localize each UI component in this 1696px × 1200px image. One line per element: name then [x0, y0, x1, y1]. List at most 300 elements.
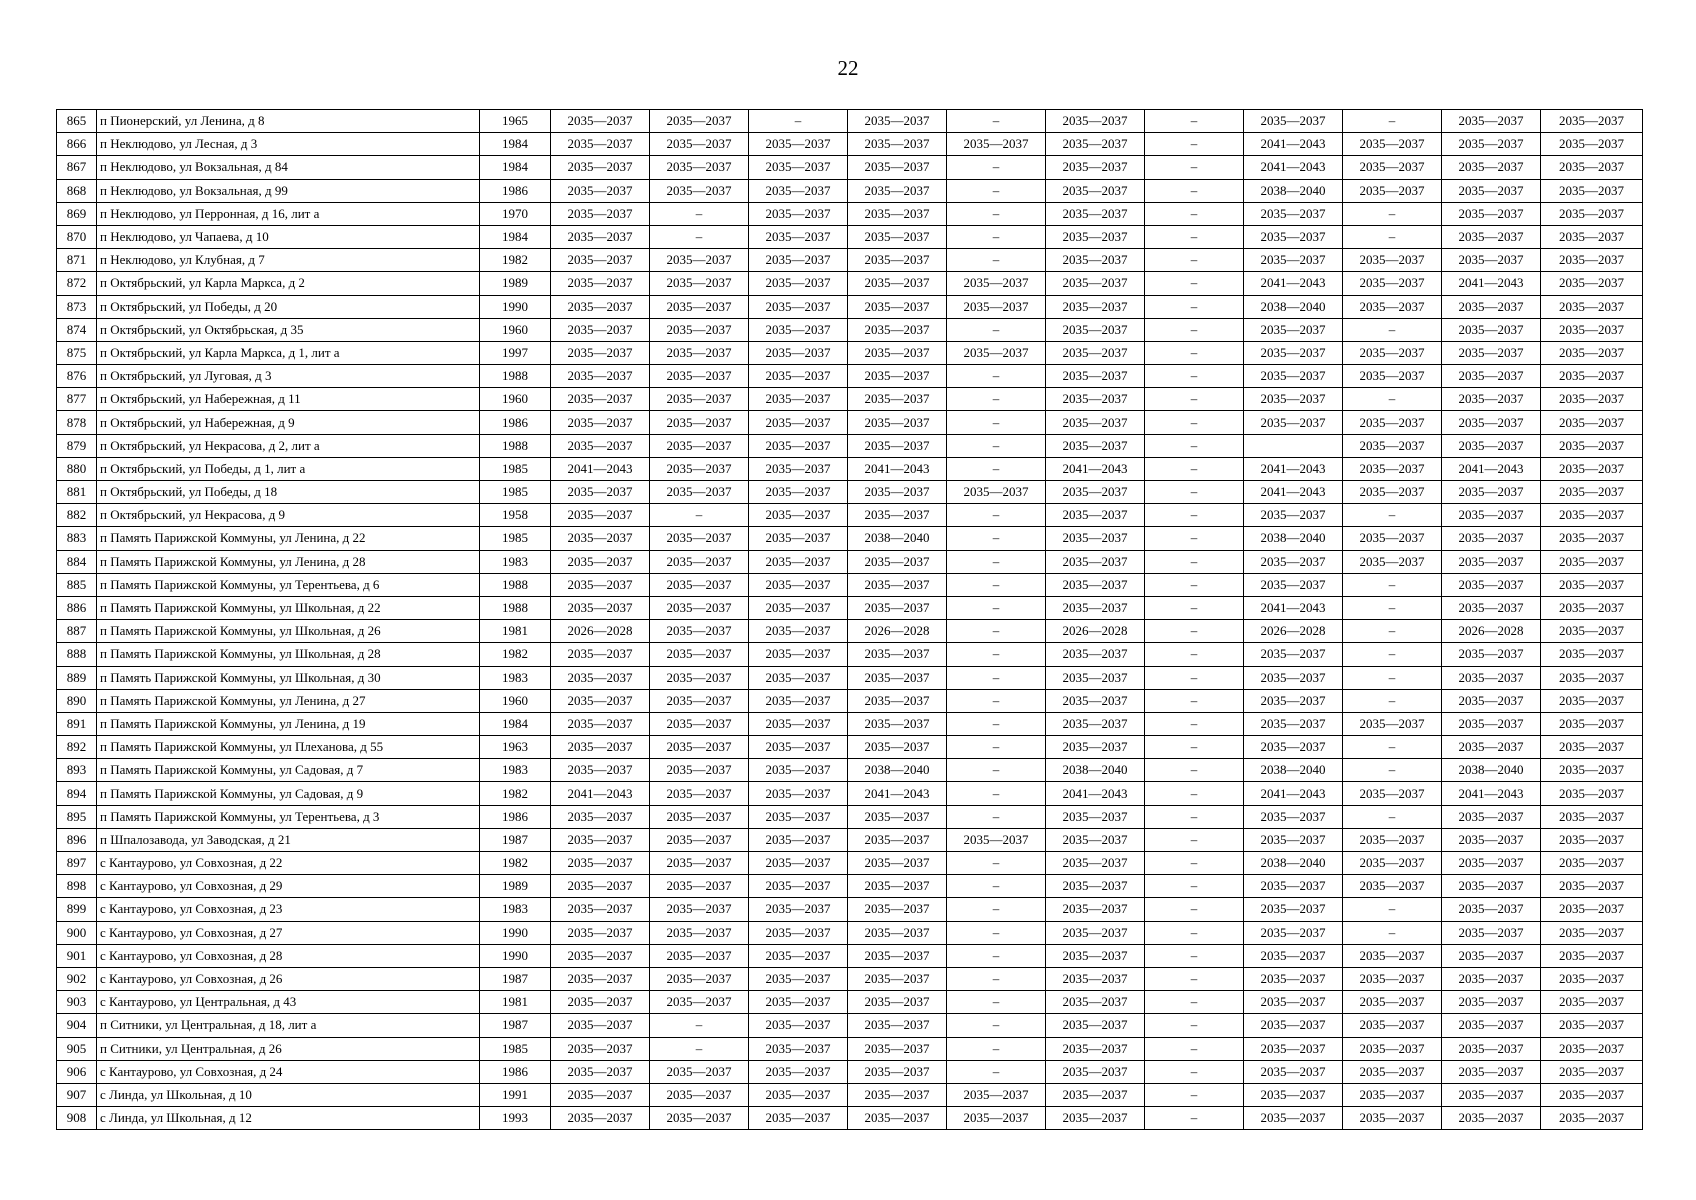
period-cell-2: 2035—2037 — [650, 666, 749, 689]
period-cell-4: 2035—2037 — [848, 225, 947, 248]
table-row — [57, 1060, 1643, 1083]
address-cell: с Кантаурово, ул Совхозная, д 28 — [97, 944, 480, 967]
period-cell-9: 2035—2037 — [1343, 272, 1442, 295]
period-cell-5: 2035—2037 — [947, 1083, 1046, 1106]
period-cell-4: 2026—2028 — [848, 620, 947, 643]
period-cell-1: 2035—2037 — [551, 805, 650, 828]
period-cell-9: – — [1343, 110, 1442, 133]
address-cell: с Кантаурово, ул Совхозная, д 24 — [97, 1060, 480, 1083]
period-cell-3: 2035—2037 — [749, 411, 848, 434]
period-cell-2: 2035—2037 — [650, 457, 749, 480]
period-cell-4: 2035—2037 — [848, 295, 947, 318]
period-cell-3: 2035—2037 — [749, 1037, 848, 1060]
period-cell-10: 2035—2037 — [1442, 736, 1541, 759]
year-cell: 1988 — [480, 434, 551, 457]
period-cell-9: – — [1343, 689, 1442, 712]
period-cell-5: – — [947, 365, 1046, 388]
period-cell-10: 2038—2040 — [1442, 759, 1541, 782]
address-cell: с Кантаурово, ул Совхозная, д 27 — [97, 921, 480, 944]
period-cell-7: – — [1145, 249, 1244, 272]
period-cell-3: 2035—2037 — [749, 481, 848, 504]
period-cell-5: – — [947, 550, 1046, 573]
period-cell-7: – — [1145, 481, 1244, 504]
period-cell-2: 2035—2037 — [650, 1083, 749, 1106]
period-cell-3: 2035—2037 — [749, 365, 848, 388]
period-cell-8: 2041—2043 — [1244, 481, 1343, 504]
period-cell-2: 2035—2037 — [650, 596, 749, 619]
period-cell-9: 2035—2037 — [1343, 967, 1442, 990]
period-cell-10: 2035—2037 — [1442, 434, 1541, 457]
period-cell-7: – — [1145, 805, 1244, 828]
period-cell-2: – — [650, 1014, 749, 1037]
period-cell-3: 2035—2037 — [749, 759, 848, 782]
period-cell-8: 2035—2037 — [1244, 898, 1343, 921]
year-cell: 1986 — [480, 411, 551, 434]
period-cell-1: 2035—2037 — [551, 643, 650, 666]
period-cell-4: 2035—2037 — [848, 1037, 947, 1060]
period-cell-5: 2035—2037 — [947, 828, 1046, 851]
period-cell-11: 2035—2037 — [1541, 944, 1643, 967]
period-cell-1: 2035—2037 — [551, 991, 650, 1014]
period-cell-4: 2035—2037 — [848, 805, 947, 828]
period-cell-9: 2035—2037 — [1343, 1060, 1442, 1083]
period-cell-6: 2035—2037 — [1046, 318, 1145, 341]
period-cell-7: – — [1145, 1107, 1244, 1130]
period-cell-5: – — [947, 156, 1046, 179]
period-cell-4: 2035—2037 — [848, 991, 947, 1014]
period-cell-2: 2035—2037 — [650, 573, 749, 596]
period-cell-4: 2038—2040 — [848, 527, 947, 550]
period-cell-2: 2035—2037 — [650, 736, 749, 759]
year-cell: 1990 — [480, 944, 551, 967]
period-cell-4: 2035—2037 — [848, 1014, 947, 1037]
period-cell-2: 2035—2037 — [650, 759, 749, 782]
year-cell: 1986 — [480, 1060, 551, 1083]
period-cell-8: 2035—2037 — [1244, 712, 1343, 735]
period-cell-3: 2035—2037 — [749, 133, 848, 156]
period-cell-6: 2035—2037 — [1046, 1037, 1145, 1060]
period-cell-3: 2035—2037 — [749, 156, 848, 179]
period-cell-2: – — [650, 225, 749, 248]
year-cell: 1991 — [480, 1083, 551, 1106]
period-cell-8: 2041—2043 — [1244, 457, 1343, 480]
row-number-cell: 877 — [57, 388, 97, 411]
table-row — [57, 712, 1643, 735]
address-cell: п Октябрьский, ул Победы, д 18 — [97, 481, 480, 504]
period-cell-1: 2035—2037 — [551, 411, 650, 434]
period-cell-9: – — [1343, 318, 1442, 341]
period-cell-6: 2035—2037 — [1046, 272, 1145, 295]
period-cell-10: 2035—2037 — [1442, 666, 1541, 689]
period-cell-1: 2035—2037 — [551, 156, 650, 179]
period-cell-8: 2035—2037 — [1244, 249, 1343, 272]
period-cell-4: 2035—2037 — [848, 365, 947, 388]
period-cell-9: – — [1343, 643, 1442, 666]
year-cell: 1987 — [480, 967, 551, 990]
table-row — [57, 225, 1643, 248]
period-cell-8: 2035—2037 — [1244, 967, 1343, 990]
period-cell-3: 2035—2037 — [749, 295, 848, 318]
table-row — [57, 643, 1643, 666]
address-cell: с Кантаурово, ул Совхозная, д 26 — [97, 967, 480, 990]
table-row — [57, 481, 1643, 504]
period-cell-9: 2035—2037 — [1343, 828, 1442, 851]
period-cell-7: – — [1145, 828, 1244, 851]
year-cell: 1985 — [480, 527, 551, 550]
period-cell-9: – — [1343, 736, 1442, 759]
period-cell-1: 2035—2037 — [551, 341, 650, 364]
period-cell-4: 2035—2037 — [848, 272, 947, 295]
period-cell-6: 2035—2037 — [1046, 156, 1145, 179]
row-number-cell: 901 — [57, 944, 97, 967]
period-cell-10: 2035—2037 — [1442, 643, 1541, 666]
period-cell-8: 2038—2040 — [1244, 759, 1343, 782]
period-cell-11: 2035—2037 — [1541, 1083, 1643, 1106]
row-number-cell: 893 — [57, 759, 97, 782]
period-cell-11: 2035—2037 — [1541, 434, 1643, 457]
period-cell-3: 2035—2037 — [749, 318, 848, 341]
period-cell-7: – — [1145, 295, 1244, 318]
period-cell-11: 2035—2037 — [1541, 225, 1643, 248]
year-cell: 1987 — [480, 828, 551, 851]
period-cell-10: 2035—2037 — [1442, 179, 1541, 202]
period-cell-6: 2035—2037 — [1046, 967, 1145, 990]
row-number-cell: 889 — [57, 666, 97, 689]
period-cell-4: 2035—2037 — [848, 712, 947, 735]
period-cell-10: 2035—2037 — [1442, 295, 1541, 318]
period-cell-7: – — [1145, 898, 1244, 921]
period-cell-3: 2035—2037 — [749, 457, 848, 480]
year-cell: 1983 — [480, 550, 551, 573]
period-cell-7: – — [1145, 434, 1244, 457]
period-cell-4: 2035—2037 — [848, 388, 947, 411]
period-cell-5: 2035—2037 — [947, 481, 1046, 504]
period-cell-2: 2035—2037 — [650, 249, 749, 272]
period-cell-11: 2035—2037 — [1541, 689, 1643, 712]
year-cell: 1960 — [480, 318, 551, 341]
period-cell-4: 2035—2037 — [848, 596, 947, 619]
period-cell-7: – — [1145, 921, 1244, 944]
period-cell-4: 2041—2043 — [848, 782, 947, 805]
address-cell: п Октябрьский, ул Набережная, д 11 — [97, 388, 480, 411]
period-cell-3: 2035—2037 — [749, 782, 848, 805]
period-cell-11: 2035—2037 — [1541, 620, 1643, 643]
period-cell-7: – — [1145, 782, 1244, 805]
period-cell-9: 2035—2037 — [1343, 852, 1442, 875]
period-cell-2: 2035—2037 — [650, 852, 749, 875]
period-cell-5: – — [947, 388, 1046, 411]
period-cell-4: 2035—2037 — [848, 875, 947, 898]
period-cell-4: 2035—2037 — [848, 944, 947, 967]
year-cell: 1988 — [480, 573, 551, 596]
address-cell: п Память Парижской Коммуны, ул Ленина, д 19 — [97, 712, 480, 735]
period-cell-8: 2035—2037 — [1244, 365, 1343, 388]
period-cell-11: 2035—2037 — [1541, 133, 1643, 156]
period-cell-8: 2035—2037 — [1244, 573, 1343, 596]
period-cell-1: 2035—2037 — [551, 318, 650, 341]
table-row — [57, 620, 1643, 643]
period-cell-5: – — [947, 782, 1046, 805]
period-cell-9: 2035—2037 — [1343, 991, 1442, 1014]
table-row — [57, 110, 1643, 133]
period-cell-5: – — [947, 736, 1046, 759]
period-cell-8: 2035—2037 — [1244, 805, 1343, 828]
period-cell-2: 2035—2037 — [650, 388, 749, 411]
period-cell-2: 2035—2037 — [650, 712, 749, 735]
period-cell-4: 2035—2037 — [848, 666, 947, 689]
period-cell-7: – — [1145, 1083, 1244, 1106]
address-cell: п Память Парижской Коммуны, ул Садовая, д 7 — [97, 759, 480, 782]
period-cell-4: 2035—2037 — [848, 550, 947, 573]
period-cell-2: 2035—2037 — [650, 527, 749, 550]
period-cell-7: – — [1145, 991, 1244, 1014]
period-cell-5: – — [947, 527, 1046, 550]
period-cell-1: 2035—2037 — [551, 110, 650, 133]
period-cell-1: 2035—2037 — [551, 504, 650, 527]
row-number-cell: 878 — [57, 411, 97, 434]
year-cell: 1983 — [480, 759, 551, 782]
year-cell: 1982 — [480, 249, 551, 272]
period-cell-6: 2035—2037 — [1046, 202, 1145, 225]
period-cell-8: 2035—2037 — [1244, 318, 1343, 341]
period-cell-10: 2035—2037 — [1442, 828, 1541, 851]
period-cell-2: 2035—2037 — [650, 967, 749, 990]
period-cell-7: – — [1145, 643, 1244, 666]
period-cell-6: 2035—2037 — [1046, 991, 1145, 1014]
period-cell-10: 2035—2037 — [1442, 875, 1541, 898]
period-cell-7: – — [1145, 1014, 1244, 1037]
table-row — [57, 365, 1643, 388]
row-number-cell: 895 — [57, 805, 97, 828]
period-cell-10: 2035—2037 — [1442, 110, 1541, 133]
row-number-cell: 880 — [57, 457, 97, 480]
period-cell-2: 2035—2037 — [650, 898, 749, 921]
period-cell-7: – — [1145, 596, 1244, 619]
period-cell-3: 2035—2037 — [749, 225, 848, 248]
period-cell-5: – — [947, 1060, 1046, 1083]
row-number-cell: 891 — [57, 712, 97, 735]
table-row — [57, 156, 1643, 179]
period-cell-9: – — [1343, 596, 1442, 619]
period-cell-10: 2035—2037 — [1442, 852, 1541, 875]
address-cell: п Память Парижской Коммуны, ул Терентьева, д 6 — [97, 573, 480, 596]
period-cell-6: 2035—2037 — [1046, 110, 1145, 133]
row-number-cell: 886 — [57, 596, 97, 619]
year-cell: 1989 — [480, 272, 551, 295]
period-cell-6: 2035—2037 — [1046, 805, 1145, 828]
row-number-cell: 885 — [57, 573, 97, 596]
address-cell: п Ситники, ул Центральная, д 26 — [97, 1037, 480, 1060]
period-cell-1: 2035—2037 — [551, 736, 650, 759]
period-cell-11: 2035—2037 — [1541, 481, 1643, 504]
address-cell: п Пионерский, ул Ленина, д 8 — [97, 110, 480, 133]
period-cell-11: 2035—2037 — [1541, 828, 1643, 851]
period-cell-5: – — [947, 411, 1046, 434]
period-cell-10: 2035—2037 — [1442, 1037, 1541, 1060]
period-cell-9: 2035—2037 — [1343, 782, 1442, 805]
period-cell-8: 2035—2037 — [1244, 225, 1343, 248]
address-cell: с Кантаурово, ул Центральная, д 43 — [97, 991, 480, 1014]
period-cell-2: 2035—2037 — [650, 295, 749, 318]
period-cell-10: 2035—2037 — [1442, 411, 1541, 434]
period-cell-10: 2035—2037 — [1442, 805, 1541, 828]
period-cell-5: – — [947, 852, 1046, 875]
period-cell-10: 2035—2037 — [1442, 898, 1541, 921]
period-cell-3: 2035—2037 — [749, 341, 848, 364]
period-cell-11: 2035—2037 — [1541, 527, 1643, 550]
table-row — [57, 179, 1643, 202]
period-cell-6: 2035—2037 — [1046, 712, 1145, 735]
period-cell-10: 2035—2037 — [1442, 689, 1541, 712]
table-row — [57, 852, 1643, 875]
period-cell-4: 2035—2037 — [848, 133, 947, 156]
period-cell-10: 2035—2037 — [1442, 156, 1541, 179]
period-cell-8: 2035—2037 — [1244, 1014, 1343, 1037]
period-cell-10: 2035—2037 — [1442, 1083, 1541, 1106]
period-cell-9: – — [1343, 759, 1442, 782]
period-cell-9: 2035—2037 — [1343, 133, 1442, 156]
period-cell-2: 2035—2037 — [650, 411, 749, 434]
period-cell-3: 2035—2037 — [749, 1014, 848, 1037]
year-cell: 1986 — [480, 179, 551, 202]
period-cell-6: 2035—2037 — [1046, 875, 1145, 898]
period-cell-5: – — [947, 944, 1046, 967]
period-cell-6: 2035—2037 — [1046, 481, 1145, 504]
period-cell-1: 2035—2037 — [551, 596, 650, 619]
year-cell: 1987 — [480, 1014, 551, 1037]
period-cell-8: 2035—2037 — [1244, 411, 1343, 434]
period-cell-4: 2035—2037 — [848, 481, 947, 504]
period-cell-8: 2038—2040 — [1244, 527, 1343, 550]
period-cell-8: 2035—2037 — [1244, 921, 1343, 944]
period-cell-1: 2035—2037 — [551, 225, 650, 248]
period-cell-11: 2035—2037 — [1541, 921, 1643, 944]
row-number-cell: 898 — [57, 875, 97, 898]
period-cell-10: 2035—2037 — [1442, 133, 1541, 156]
period-cell-6: 2035—2037 — [1046, 852, 1145, 875]
period-cell-7: – — [1145, 110, 1244, 133]
period-cell-5: – — [947, 457, 1046, 480]
year-cell: 1960 — [480, 689, 551, 712]
period-cell-5: 2035—2037 — [947, 341, 1046, 364]
period-cell-7: – — [1145, 666, 1244, 689]
period-cell-8: 2035—2037 — [1244, 1107, 1343, 1130]
period-cell-10: 2035—2037 — [1442, 991, 1541, 1014]
period-cell-8: 2041—2043 — [1244, 596, 1343, 619]
period-cell-9: 2035—2037 — [1343, 944, 1442, 967]
period-cell-5: – — [947, 110, 1046, 133]
period-cell-5: – — [947, 805, 1046, 828]
housing-repair-schedule-table — [56, 109, 1643, 1130]
period-cell-7: – — [1145, 759, 1244, 782]
address-cell: п Октябрьский, ул Победы, д 1, лит а — [97, 457, 480, 480]
period-cell-1: 2035—2037 — [551, 1107, 650, 1130]
address-cell: п Неклюдово, ул Вокзальная, д 99 — [97, 179, 480, 202]
period-cell-10: 2041—2043 — [1442, 457, 1541, 480]
period-cell-10: 2035—2037 — [1442, 573, 1541, 596]
year-cell: 1983 — [480, 666, 551, 689]
period-cell-8: 2035—2037 — [1244, 504, 1343, 527]
period-cell-5: – — [947, 689, 1046, 712]
period-cell-8: 2035—2037 — [1244, 991, 1343, 1014]
year-cell: 1963 — [480, 736, 551, 759]
period-cell-8: 2035—2037 — [1244, 1037, 1343, 1060]
period-cell-2: 2035—2037 — [650, 620, 749, 643]
address-cell: п Память Парижской Коммуны, ул Терентьева, д 3 — [97, 805, 480, 828]
period-cell-4: 2035—2037 — [848, 736, 947, 759]
period-cell-11: 2035—2037 — [1541, 991, 1643, 1014]
period-cell-1: 2026—2028 — [551, 620, 650, 643]
row-number-cell: 879 — [57, 434, 97, 457]
period-cell-3: 2035—2037 — [749, 898, 848, 921]
period-cell-3: 2035—2037 — [749, 620, 848, 643]
period-cell-9: 2035—2037 — [1343, 156, 1442, 179]
address-cell: п Ситники, ул Центральная, д 18, лит а — [97, 1014, 480, 1037]
period-cell-9: 2035—2037 — [1343, 1037, 1442, 1060]
table-row — [57, 782, 1643, 805]
period-cell-2: – — [650, 504, 749, 527]
period-cell-2: 2035—2037 — [650, 643, 749, 666]
address-cell: с Кантаурово, ул Совхозная, д 23 — [97, 898, 480, 921]
table-row — [57, 759, 1643, 782]
table-row — [57, 1083, 1643, 1106]
table-row — [57, 504, 1643, 527]
row-number-cell: 904 — [57, 1014, 97, 1037]
address-cell: п Октябрьский, ул Карла Маркса, д 2 — [97, 272, 480, 295]
row-number-cell: 870 — [57, 225, 97, 248]
period-cell-6: 2035—2037 — [1046, 411, 1145, 434]
period-cell-11: 2035—2037 — [1541, 1107, 1643, 1130]
period-cell-2: 2035—2037 — [650, 805, 749, 828]
period-cell-2: 2035—2037 — [650, 110, 749, 133]
period-cell-1: 2035—2037 — [551, 573, 650, 596]
year-cell: 1986 — [480, 805, 551, 828]
period-cell-11: 2035—2037 — [1541, 318, 1643, 341]
period-cell-11: 2035—2037 — [1541, 852, 1643, 875]
period-cell-3: 2035—2037 — [749, 852, 848, 875]
period-cell-9: – — [1343, 805, 1442, 828]
period-cell-7: – — [1145, 388, 1244, 411]
period-cell-6: 2035—2037 — [1046, 596, 1145, 619]
period-cell-9: – — [1343, 898, 1442, 921]
year-cell: 1981 — [480, 620, 551, 643]
period-cell-6: 2035—2037 — [1046, 921, 1145, 944]
period-cell-8: 2035—2037 — [1244, 666, 1343, 689]
period-cell-11: 2035—2037 — [1541, 156, 1643, 179]
period-cell-4: 2035—2037 — [848, 249, 947, 272]
address-cell: п Октябрьский, ул Некрасова, д 2, лит а — [97, 434, 480, 457]
period-cell-4: 2035—2037 — [848, 1083, 947, 1106]
period-cell-6: 2035—2037 — [1046, 1014, 1145, 1037]
year-cell: 1984 — [480, 133, 551, 156]
period-cell-11: 2035—2037 — [1541, 712, 1643, 735]
period-cell-10: 2041—2043 — [1442, 272, 1541, 295]
period-cell-11: 2035—2037 — [1541, 110, 1643, 133]
year-cell: 1984 — [480, 712, 551, 735]
period-cell-6: 2035—2037 — [1046, 666, 1145, 689]
period-cell-8: 2035—2037 — [1244, 388, 1343, 411]
table-row — [57, 666, 1643, 689]
period-cell-1: 2035—2037 — [551, 689, 650, 712]
address-cell: п Память Парижской Коммуны, ул Школьная, д 30 — [97, 666, 480, 689]
period-cell-10: 2035—2037 — [1442, 967, 1541, 990]
table-row — [57, 967, 1643, 990]
period-cell-5: – — [947, 643, 1046, 666]
period-cell-10: 2035—2037 — [1442, 1107, 1541, 1130]
period-cell-11: 2035—2037 — [1541, 875, 1643, 898]
period-cell-8: 2035—2037 — [1244, 550, 1343, 573]
period-cell-9: 2035—2037 — [1343, 434, 1442, 457]
